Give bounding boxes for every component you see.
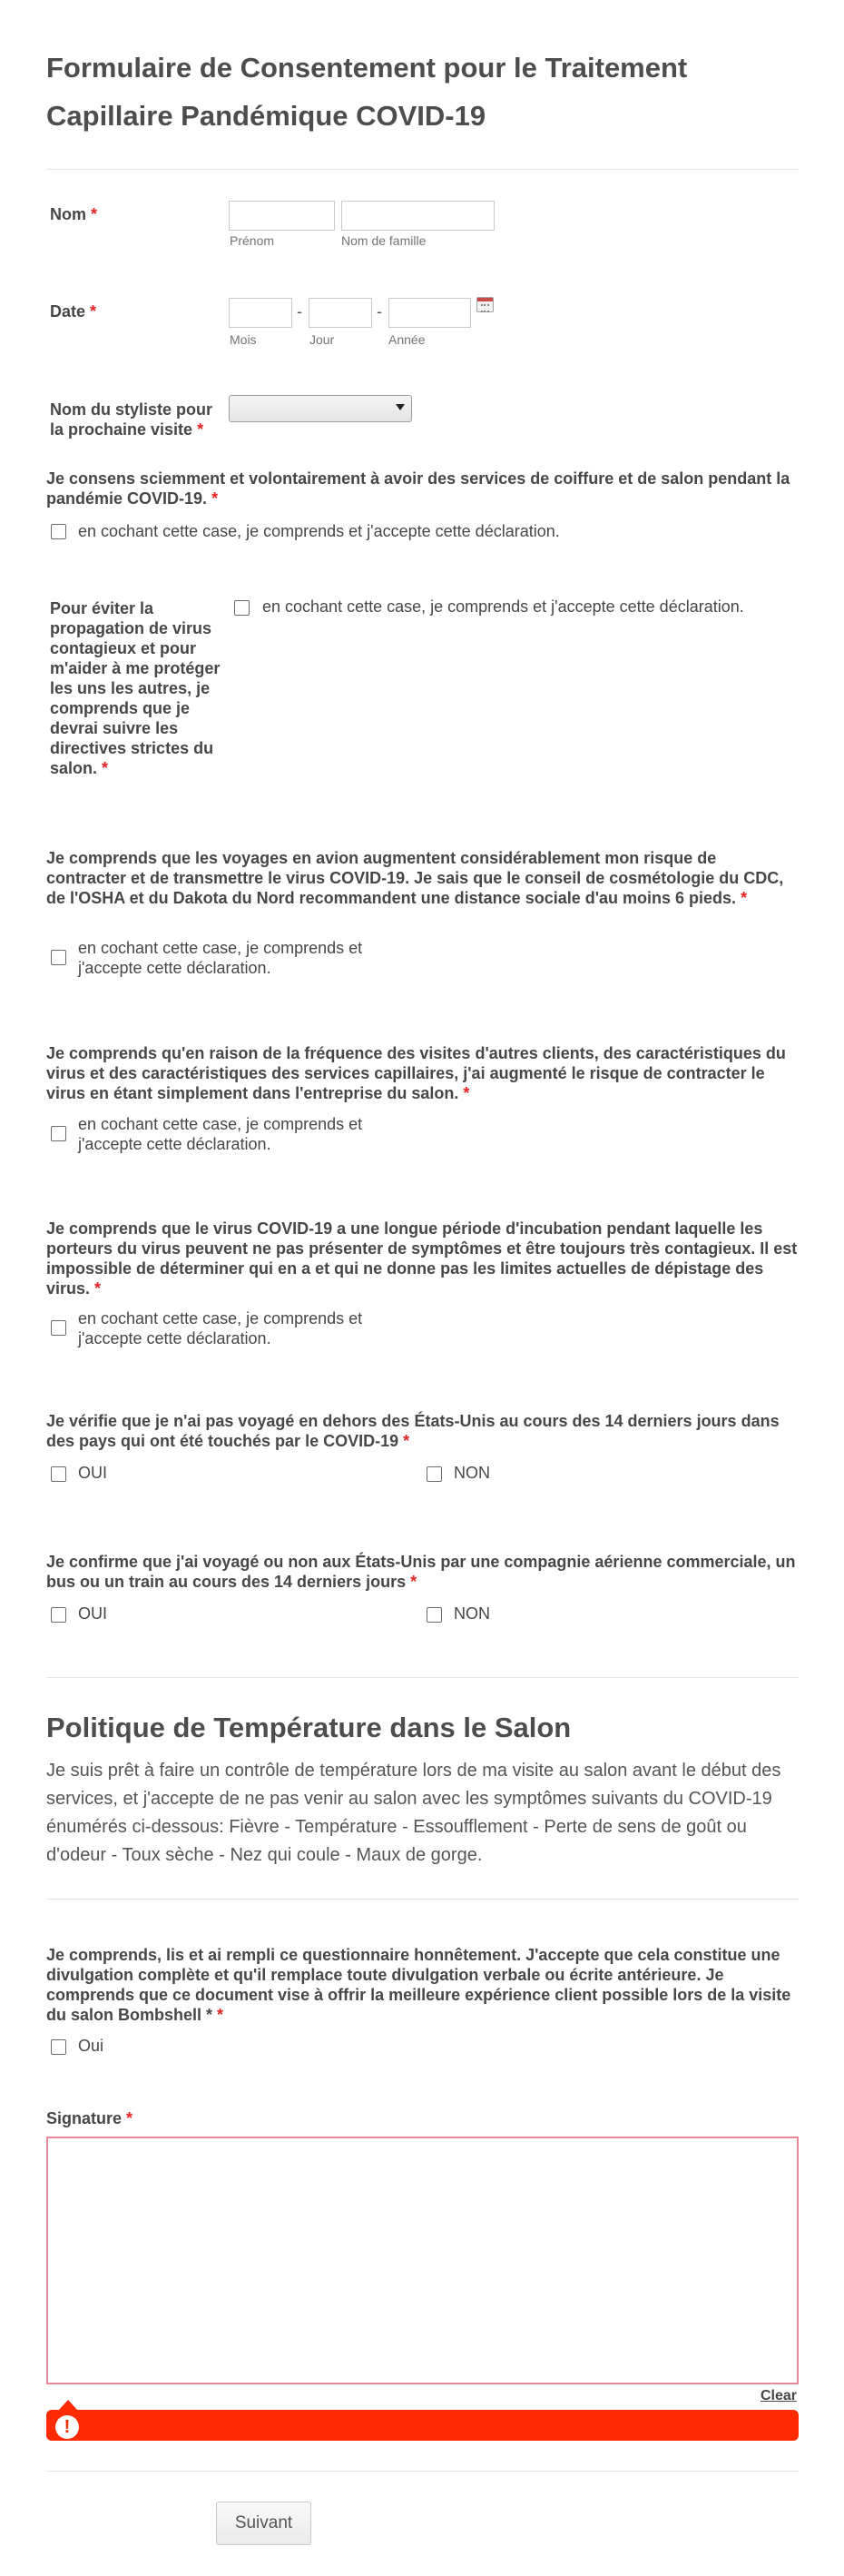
q5-checkbox-label-line2: j'accepte cette déclaration. — [78, 1329, 271, 1347]
question-3 — [46, 848, 800, 908]
q6-yes-label: OUI — [78, 1464, 108, 1482]
month-input[interactable] — [229, 298, 292, 328]
q3-checkbox[interactable] — [51, 950, 66, 965]
year-sublabel: Année — [388, 332, 426, 347]
question-4-text: Je comprends qu'en raison de la fréquence des visites d'autres clients, des caractéristiques du virus et des caractéristiques des services capillaires, j'ai augmenté le risque de contracter le virus en étant simplement dans l'entreprise du salon. — [46, 1044, 786, 1102]
q4-checkbox-label-line2: j'accepte cette déclaration. — [78, 1135, 271, 1153]
q5-checkbox-label-line1: en cochant cette case, je comprends et — [78, 1309, 363, 1327]
policy-heading: Politique de Température dans le Salon — [46, 1712, 572, 1743]
question-1-text: Je consens sciemment et volontairement à avoir des services de coiffure et de salon pendant la pandémie COVID-19. — [46, 469, 790, 508]
section-divider — [46, 1899, 799, 1900]
q3-checkbox-label-line2: j'accepte cette déclaration. — [78, 959, 271, 977]
question-7-text: Je confirme que j'ai voyagé ou non aux États-Unis par une compagnie aérienne commerciale, un bus ou un train au cours des 14 derniers jours — [46, 1553, 796, 1591]
q2-checkbox-label: en cochant cette case, je comprends et j'accepte cette déclaration. — [262, 597, 744, 616]
date-separator: - — [297, 302, 302, 321]
footer-divider — [46, 2471, 799, 2472]
question-6-text: Je vérifie que je n'ai pas voyagé en dehors des États-Unis au cours des 14 derniers jours dans des pays qui ont été touchés par le COVID-19 — [46, 1412, 780, 1450]
chevron-down-icon — [396, 404, 405, 410]
question-5-text: Je comprends que le virus COVID-19 a une longue période d'incubation pendant laquelle les porteurs du virus peuvent ne pas présenter de symptômes et être toujours très contagieux. Il est impossible de déterminer qui en a et qui ne donne pas les limites actuelles de dépistage des virus. — [46, 1219, 798, 1298]
first-name-input[interactable] — [229, 201, 335, 231]
required-mark: * — [102, 759, 109, 777]
question-5 — [46, 1219, 800, 1298]
q5-checkbox-label — [78, 1308, 423, 1348]
q7-yes-checkbox[interactable] — [51, 1607, 66, 1623]
question-3-text: Je comprends que les voyages en avion augmentent considérablement mon risque de contracter et de transmettre le virus COVID-19. Je sais que le conseil de cosmétologie du CDC, de l'OSHA et du Dakota du Nord recommandent une distance sociale d'au moins 6 pieds. — [46, 849, 784, 907]
section-divider — [46, 1677, 799, 1678]
day-sublabel: Jour — [309, 332, 335, 347]
required-mark: * — [410, 1573, 417, 1591]
question-1 — [46, 469, 800, 508]
calendar-icon[interactable] — [476, 297, 494, 312]
policy-text: Je suis prêt à faire un contrôle de température lors de ma visite au salon avant le début des services, et j'accepte de ne pas venir au salon avec les symptômes suivants du COVID-19 énumérés ci-dessous: Fièvre - Température - Essoufflement - Perte de sens de goût ou d'odeur - Toux sèche - Nez qui coule - Maux de gorge. — [46, 1761, 781, 1865]
month-sublabel: Mois — [230, 332, 257, 347]
stylist-select[interactable] — [229, 395, 412, 422]
required-mark: * — [90, 302, 97, 321]
stylist-label-text: Nom du styliste pour la prochaine visite — [50, 400, 213, 439]
q6-no-checkbox[interactable] — [427, 1466, 442, 1482]
next-button[interactable]: Suivant — [216, 2502, 311, 2545]
last-name-sublabel: Nom de famille — [341, 233, 427, 248]
required-mark: * — [94, 1279, 102, 1298]
required-mark: * — [197, 420, 204, 439]
stylist-label — [50, 400, 222, 439]
required-mark: * — [211, 489, 219, 508]
signature-label-text: Signature — [46, 2109, 123, 2127]
date-separator: - — [377, 302, 382, 321]
q2-checkbox[interactable] — [234, 600, 250, 616]
q5-checkbox[interactable] — [51, 1320, 66, 1336]
required-mark: * — [126, 2109, 133, 2127]
signature-label — [46, 2108, 132, 2128]
first-name-sublabel: Prénom — [230, 233, 275, 248]
required-mark: * — [741, 889, 748, 907]
question-2 — [50, 598, 226, 778]
q8-oui-checkbox[interactable] — [51, 2039, 66, 2055]
name-label-text: Nom — [50, 205, 86, 223]
question-8-text: Je comprends, lis et ai rempli ce questionnaire honnêtement. J'accepte que cela constitue une divulgation complète et qu'il remplace toute divulgation verbale ou écrite antérieure. Je comprends que ce document vise à offrir la meilleure expérience client possible lors de la visite du salon Bombshell * — [46, 1946, 791, 2024]
last-name-input[interactable] — [341, 201, 495, 231]
name-label — [50, 204, 97, 224]
title-divider — [46, 169, 799, 170]
q4-checkbox-label — [78, 1114, 423, 1154]
q1-checkbox-label: en cochant cette case, je comprends et j'accepte cette déclaration. — [78, 522, 560, 540]
question-7 — [46, 1552, 800, 1592]
q6-yes-checkbox[interactable] — [51, 1466, 66, 1482]
q6-no-label: NON — [454, 1464, 490, 1482]
q8-oui-label: Oui — [78, 2037, 104, 2055]
alert-icon: ! — [55, 2415, 79, 2439]
date-label-text: Date — [50, 302, 86, 321]
question-2-text: Pour éviter la propagation de virus contagieux et pour m'aider à me protéger les uns les autres, je comprends que je devrai suivre les directives strictes du salon. — [50, 599, 221, 777]
q4-checkbox[interactable] — [51, 1126, 66, 1141]
required-mark: * — [91, 205, 98, 223]
q7-yes-label: OUI — [78, 1604, 108, 1623]
required-mark: * — [403, 1432, 410, 1450]
day-input[interactable] — [309, 298, 372, 328]
question-6 — [46, 1411, 800, 1451]
q4-checkbox-label-line1: en cochant cette case, je comprends et — [78, 1115, 363, 1133]
year-input[interactable] — [388, 298, 471, 328]
clear-signature-link[interactable]: Clear — [761, 2388, 798, 2403]
required-mark: * — [217, 2006, 224, 2024]
q7-no-label: NON — [454, 1604, 490, 1623]
signature-pad[interactable] — [46, 2137, 799, 2384]
question-4 — [46, 1043, 800, 1103]
date-label — [50, 301, 96, 321]
q3-checkbox-label — [78, 938, 423, 978]
form-title: Formulaire de Consentement pour le Traitement Capillaire Pandémique COVID-19 — [46, 52, 688, 132]
q1-checkbox[interactable] — [51, 524, 66, 539]
required-mark: * — [463, 1084, 470, 1102]
q3-checkbox-label-line1: en cochant cette case, je comprends et — [78, 939, 363, 957]
q7-no-checkbox[interactable] — [427, 1607, 442, 1623]
signature-error-bar — [46, 2410, 799, 2441]
question-8 — [46, 1945, 800, 2025]
